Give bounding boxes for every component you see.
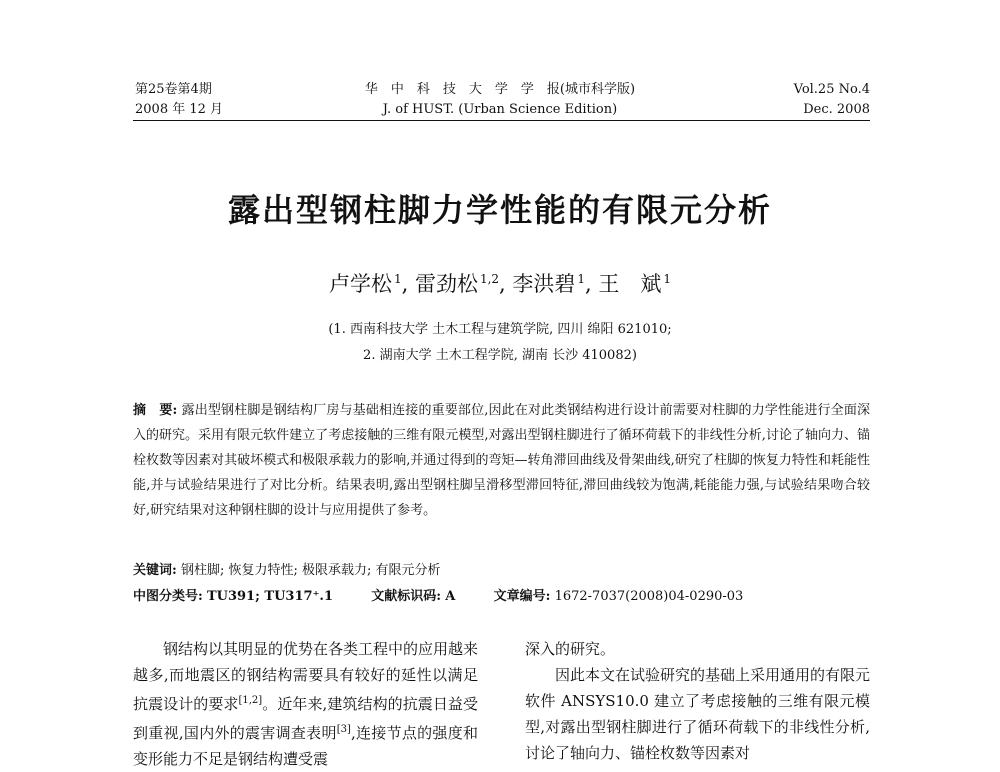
author-name: 雷劲松 bbox=[414, 272, 478, 296]
volume-issue-en: Vol.25 No.4 bbox=[793, 82, 870, 97]
journal-issue bbox=[135, 80, 223, 120]
author-list: 卢学松 $^1$, 雷劲松 $^{1,2}$, 李洪碧 $^1$, 王 斌 $^1$ bbox=[328, 272, 672, 296]
journal-issue-en bbox=[794, 80, 870, 120]
body-paragraph: 深入的研究。 bbox=[525, 640, 616, 658]
journal-name-cn: 华 中 科 技 大 学 学 报(城市科学版) bbox=[364, 82, 636, 97]
body-text: 钢结构以其明显的优势在各类工程中的应用越来越多,而地震区的钢结构需要具有较好的延性以满足抗震设计的要求 bbox=[133, 640, 479, 713]
article-number-value: 1672-7037(2008)04-0290-03 bbox=[554, 589, 744, 604]
abstract-text: 露出型钢柱脚是钢结构厂房与基础相连接的重要部位,因此在对此类钢结构进行设计前需要对柱脚的力学性能进行全面深入的研究。采用有限元软件建立了考虑接触的三维有限元模型,对露出型钢柱脚进行了循环荷载下的非线性分析,讨论了轴向力、锚栓枚数等因素对其破坏模式和极限承载力的影响,并通过得到的弯矩—转角滞回曲线及骨架曲线,研究了柱脚的恢复力特性和耗能性能,并与试验结果进行了对比分析。结果表明,露出型钢柱脚呈滑移型滞回特征,滞回曲线较为饱满,耗能能力强,与试验结果吻合较好,研究结果对这种钢柱脚的设计与应用提供了参考。 bbox=[133, 403, 870, 518]
issue-date-en: Dec. 2008 bbox=[803, 102, 870, 117]
author-affil-mark: 1,2 bbox=[479, 272, 500, 286]
body-paragraph bbox=[133, 636, 478, 772]
body-paragraph: 因此本文在试验研究的基础上采用通用的有限元软件 ANSYS10.0 建立了考虑接触的三维有限元模型,对露出型钢柱脚进行了循环荷载下的非线性分析,讨论了轴向力、锚栓枚数等因素对 bbox=[525, 666, 871, 762]
body-column-right bbox=[525, 636, 870, 766]
author-name: 李洪碧 bbox=[512, 272, 576, 296]
citation: [1,2] bbox=[238, 695, 263, 706]
classification-line bbox=[133, 586, 743, 608]
affiliation-2: 2. 湖南大学 土木工程学院, 湖南 长沙 410082) bbox=[363, 348, 637, 363]
paper-title: 露出型钢柱脚力学性能的有限元分析 bbox=[227, 191, 772, 229]
doc-code-value: A bbox=[445, 589, 456, 604]
author-affil-mark: 1 bbox=[663, 272, 672, 286]
journal-name-en: J. of HUST. (Urban Science Edition) bbox=[382, 102, 618, 117]
clc-value: TU391; TU317⁺.1 bbox=[206, 589, 334, 604]
abstract-label: 摘 要: bbox=[133, 403, 178, 418]
issue-date: 2008 年 12 月 bbox=[135, 102, 224, 117]
header-rule bbox=[133, 120, 870, 121]
keywords-text: 钢柱脚; 恢复力特性; 极限承载力; 有限元分析 bbox=[180, 563, 441, 578]
journal-name bbox=[300, 80, 700, 120]
body-column-left bbox=[133, 636, 478, 772]
body-text: 。近年来,建筑结构的抗震日益受到重视,国内外的震害调查表明 bbox=[133, 695, 478, 742]
keywords bbox=[133, 560, 441, 582]
keywords-label: 关键词: bbox=[133, 563, 177, 578]
citation: [3] bbox=[336, 724, 351, 735]
author-affil-mark: 1 bbox=[393, 272, 402, 286]
article-number-label: 文章编号: bbox=[493, 589, 551, 604]
abstract bbox=[133, 398, 870, 523]
author-affil-mark: 1 bbox=[577, 272, 586, 286]
author-name: 王 斌 bbox=[598, 272, 662, 296]
volume-issue: 第25卷第4期 bbox=[135, 82, 212, 97]
body-text: ,连接节点的强度和变形能力不足是钢结构遭受震 bbox=[133, 724, 478, 768]
author-name: 卢学松 bbox=[328, 272, 392, 296]
affiliation-1: (1. 西南科技大学 土木工程与建筑学院, 四川 绵阳 621010; bbox=[328, 322, 672, 337]
clc-label: 中图分类号: bbox=[133, 589, 203, 604]
doc-code-label: 文献标识码: bbox=[371, 589, 442, 604]
